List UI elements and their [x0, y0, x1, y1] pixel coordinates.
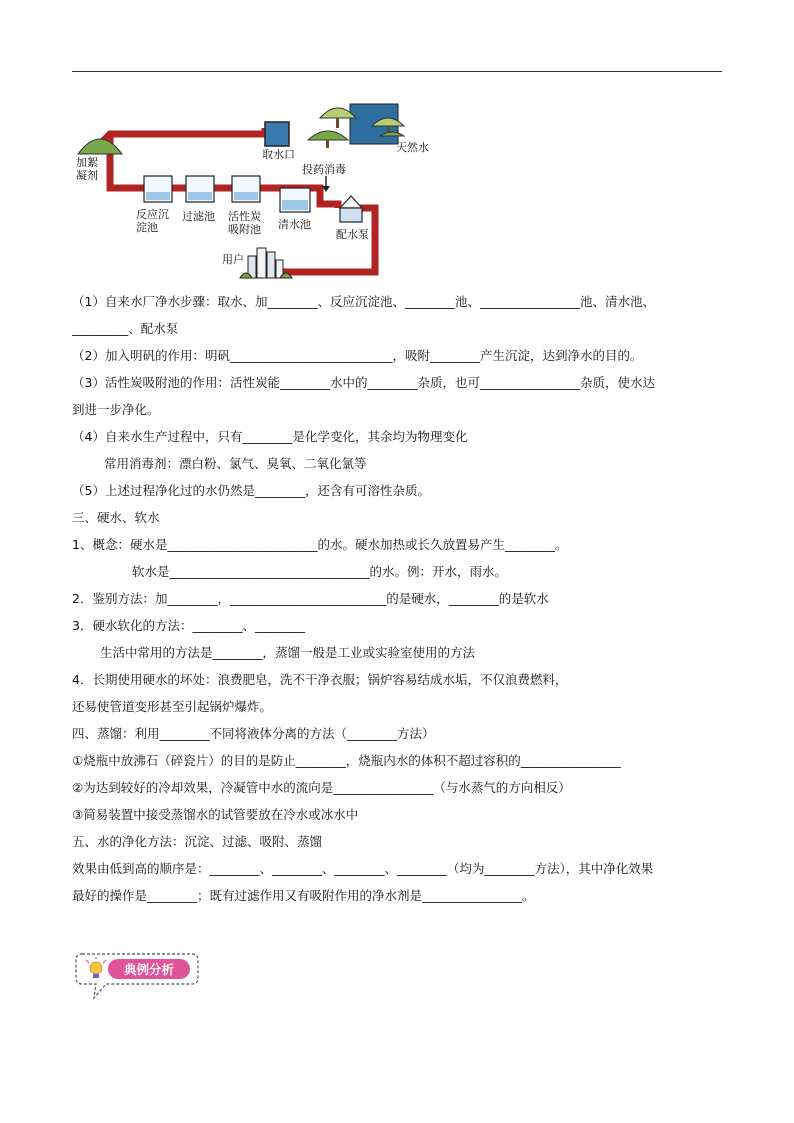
- label-natural-water: 天然水: [396, 141, 429, 154]
- label-coagulant: 加絮 凝剂: [76, 156, 98, 182]
- text-line: 效果由低到高的顺序是：________、________、________、________（均为________方法），其中净化效果: [72, 861, 654, 876]
- worksheet-text: [72, 288, 732, 909]
- user-buildings-icon: [240, 248, 292, 278]
- text-line: 1、概念：硬水是________________________的水。硬水加热或长久放置易产生________。: [72, 537, 568, 552]
- coagulant-hill-icon: [78, 139, 122, 154]
- section-heading: 五、水的净化方法：沉淀、过滤、吸附、蒸馏: [72, 834, 323, 849]
- text-line: 2．鉴别方法：加________，_________________________的是硬水，________的是软水: [72, 591, 549, 606]
- label-user: 用户: [222, 253, 244, 266]
- lightbulb-base-icon: [93, 974, 99, 978]
- text-line: （4）自来水生产过程中，只有________是化学变化，其余均为物理变化: [72, 429, 468, 444]
- label-disinfect: 投药消毒: [302, 163, 346, 176]
- pump-icon: [340, 196, 362, 222]
- tanks: [144, 176, 310, 212]
- text-line: 3．硬水软化的方法：________、________: [72, 618, 305, 633]
- speech-bubble-icon: [72, 948, 202, 1004]
- text-line: 生活中常用的方法是________，蒸馏一般是工业或实验室使用的方法: [100, 645, 476, 660]
- label-pump: 配水泵: [336, 228, 369, 241]
- label-filter-tank: 过滤池: [182, 210, 215, 223]
- section-heading: 三、硬水、软水: [72, 510, 160, 525]
- lightbulb-icon: [90, 962, 102, 974]
- label-intake: 取水口: [262, 148, 295, 161]
- text-line: ①烧瓶中放沸石（碎瓷片）的目的是防止________，烧瓶内水的体积不超过容积的________________: [72, 753, 621, 768]
- text-line: （1）自来水厂净水步骤：取水、加________、反应沉淀池、________池、________________池、清水池、: [72, 294, 655, 309]
- text-line: （5）上述过程净化过的水仍然是________，还含有可溶性杂质。: [72, 483, 430, 498]
- intake-box-icon: [265, 122, 289, 146]
- section-heading: 四、蒸馏：利用________不同将液体分离的方法（________方法）: [72, 726, 435, 741]
- water-plant-svg: [70, 96, 440, 291]
- text-line: _________、配水泵: [72, 321, 179, 336]
- label-sedimentation-tank: 反应沉 淀池: [136, 208, 169, 234]
- badge-label: 典例分析: [123, 962, 175, 977]
- text-line: 常用消毒剂：漂白粉、氯气、臭氧、二氧化氯等: [104, 456, 367, 471]
- text-line: 软水是________________________________的水。例：开水，雨水。: [132, 564, 508, 579]
- text-line: （2）加入明矾的作用：明矾__________________________，吸附________产生沉淀，达到净水的目的。: [72, 348, 643, 363]
- text-line: 4．长期使用硬水的坏处：浪费肥皂，洗不干净衣服；锅炉容易结成水垢，不仅浪费燃料，: [72, 672, 568, 687]
- text-line: 最好的操作是________；既有过滤作用又有吸附作用的净水剂是________________。: [72, 888, 535, 903]
- label-carbon-tank: 活性炭 吸附池: [228, 210, 261, 236]
- text-line: ②为达到较好的冷却效果，冷凝管中水的流向是________________（与水蒸气的方向相反）: [72, 780, 571, 795]
- water-plant-diagram: [70, 96, 440, 291]
- text-line: （3）活性炭吸附池的作用：活性炭能________水中的________杂质，也可________________杂质，使水达: [72, 375, 655, 390]
- text-line: 到进一步净化。: [72, 402, 160, 417]
- text-line: ③简易装置中接受蒸馏水的试管要放在冷水或冰水中: [72, 807, 359, 822]
- label-clear-tank: 清水池: [278, 218, 311, 231]
- intake-pipe: [98, 128, 265, 146]
- example-analysis-badge: [72, 948, 202, 1004]
- header-rule: [72, 71, 722, 72]
- text-line: 还易使管道变形甚至引起锅炉爆炸。: [72, 699, 273, 714]
